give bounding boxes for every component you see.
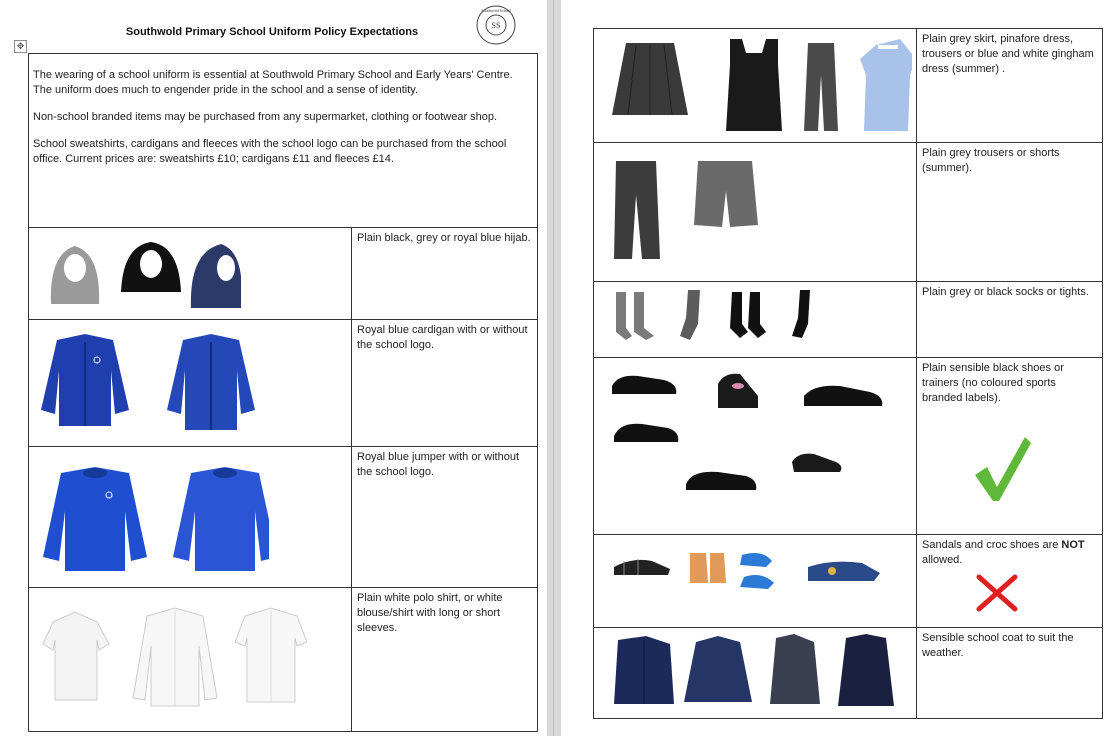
hijab-images (29, 228, 352, 320)
coat-images (594, 628, 917, 719)
socks-images (594, 282, 917, 358)
table-move-handle-icon[interactable]: ✥ (14, 40, 27, 53)
sandal-images (594, 535, 917, 628)
trousers-description: Plain grey trousers or shorts (summer). (922, 147, 1060, 174)
svg-text:Southwold School: Southwold School (481, 8, 511, 13)
svg-text:SS: SS (491, 21, 501, 30)
check-icon (973, 435, 1033, 505)
shoe-description-cell (917, 358, 1103, 535)
uniform-table-right (593, 28, 1103, 719)
skirt-description: Plain grey skirt, pinafore dress, trousers or blue and white gingham dress (summer) . (922, 33, 1094, 75)
page-gutter (547, 0, 561, 736)
coat-description: Sensible school coat to suit the weather. (922, 632, 1074, 659)
page-divider (553, 0, 554, 736)
trousers-images (594, 143, 917, 282)
skirt-images (594, 29, 917, 143)
socks-icon (612, 288, 832, 348)
not-emphasis: NOT (1061, 539, 1085, 551)
document-title: Southwold Primary School Uniform Policy Expectations (125, 26, 419, 38)
coat-icon (610, 634, 910, 714)
sandal-icon (612, 547, 892, 607)
hijab-description: Plain black, grey or royal blue hijab. (357, 232, 531, 244)
hijab-icon (41, 234, 241, 314)
school-logo (475, 4, 517, 46)
shoe-icon (608, 366, 908, 516)
jumper-icon (39, 461, 269, 581)
sandal-description: Sandals and croc shoes are NOT allowed. (922, 539, 1085, 566)
skirt-icon (612, 35, 912, 135)
trousers-icon (612, 155, 772, 265)
intro-paragraph-1: The wearing of a school uniform is essential at Southwold Primary School and Early Years' Centre. The uniform does much to engender pride in the school and a sense of identity. (33, 69, 513, 96)
left-page (0, 0, 547, 736)
cardigan-description: Royal blue cardigan with or without the school logo. (357, 324, 528, 351)
shirt-icon (39, 602, 309, 712)
cross-icon (975, 573, 1019, 613)
socks-description: Plain grey or black socks or tights. (922, 286, 1089, 298)
cardigan-icon (37, 330, 267, 435)
intro-cell (29, 54, 538, 228)
sandal-description-cell (917, 535, 1103, 628)
jumper-description: Royal blue jumper with or without the school logo. (357, 451, 520, 478)
cardigan-images (29, 320, 352, 447)
shirt-images (29, 588, 352, 732)
uniform-table-left (28, 53, 538, 732)
right-page (561, 0, 1109, 736)
jumper-images (29, 447, 352, 588)
shoe-description: Plain sensible black shoes or trainers (no coloured sports branded labels). (922, 362, 1064, 404)
shoe-images (594, 358, 917, 535)
shirt-description: Plain white polo shirt, or white blouse/shirt with long or short sleeves. (357, 592, 503, 634)
intro-paragraph-3: School sweatshirts, cardigans and fleeces with the school logo can be purchased from the school office. Current prices are: sweatshirts £10; cardigans £11 and fleeces £14. (33, 138, 507, 165)
intro-paragraph-2: Non-school branded items may be purchased from any supermarket, clothing or footwear shop. (33, 111, 498, 123)
